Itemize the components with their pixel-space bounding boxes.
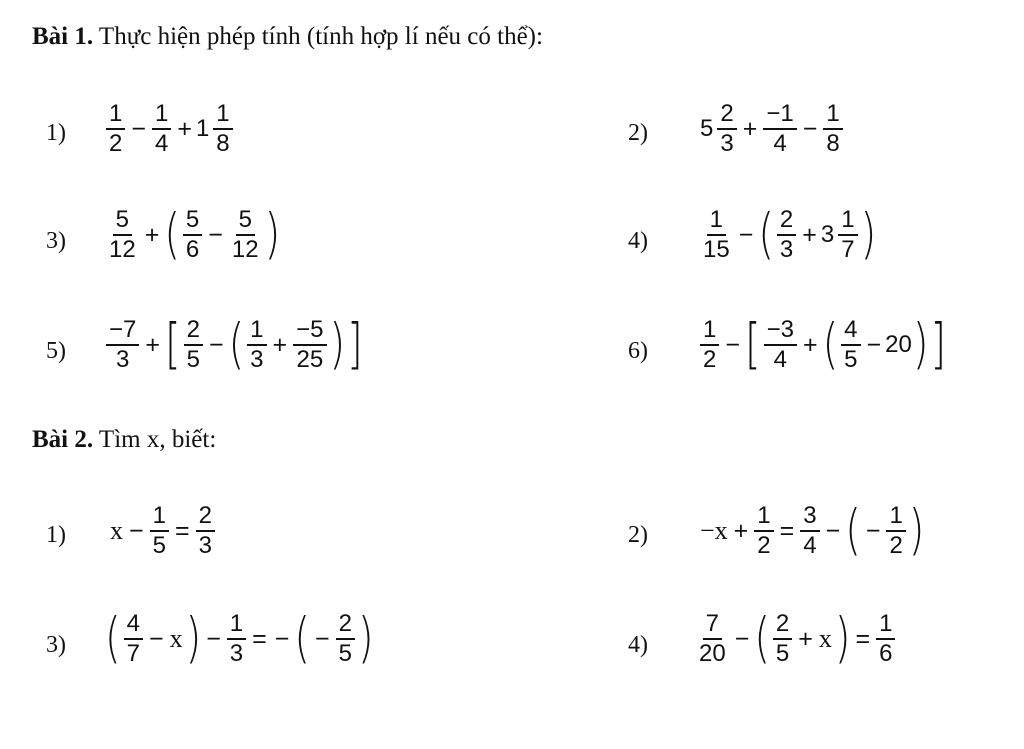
operator: − bbox=[738, 220, 754, 249]
fraction bbox=[124, 610, 143, 668]
fraction bbox=[247, 316, 266, 374]
right-paren: ) bbox=[185, 607, 202, 671]
fraction bbox=[336, 610, 355, 668]
operator: + bbox=[798, 624, 813, 653]
bai1-item1-expression bbox=[104, 100, 235, 158]
fraction bbox=[800, 502, 819, 560]
numerator: 1 bbox=[754, 502, 773, 532]
right-bracket: ] bbox=[347, 313, 363, 377]
operator: − bbox=[865, 516, 881, 545]
left-paren: ( bbox=[164, 203, 180, 267]
left-paren: ( bbox=[758, 203, 774, 267]
fraction bbox=[152, 100, 171, 158]
operator: − bbox=[734, 624, 750, 653]
bai2-title-bold: Bài 2. bbox=[32, 426, 94, 453]
numerator: 1 bbox=[106, 100, 125, 130]
left-bracket: [ bbox=[164, 313, 181, 377]
numerator: 5 bbox=[113, 206, 132, 236]
denominator: 3 bbox=[229, 640, 244, 667]
fraction bbox=[196, 502, 215, 560]
operator: − bbox=[274, 624, 290, 653]
negative-x: −x bbox=[700, 516, 728, 545]
numerator: 2 bbox=[717, 100, 736, 130]
operator: − bbox=[208, 220, 223, 249]
operator: + bbox=[802, 220, 817, 249]
left-paren: ( bbox=[228, 313, 245, 377]
operator: − bbox=[866, 330, 882, 359]
operator: − bbox=[148, 624, 164, 653]
denominator: 3 bbox=[116, 346, 130, 373]
bai1-heading bbox=[32, 22, 543, 52]
fraction bbox=[184, 316, 203, 374]
fraction bbox=[213, 100, 232, 158]
denominator: 5 bbox=[338, 640, 352, 667]
denominator: 3 bbox=[250, 346, 264, 373]
denominator: 2 bbox=[757, 532, 771, 559]
numerator: 1 bbox=[707, 206, 726, 236]
integer: 20 bbox=[885, 331, 912, 358]
bai2-item4-equation bbox=[694, 607, 897, 671]
left-paren: ( bbox=[822, 313, 839, 377]
whole-part: 3 bbox=[820, 221, 835, 248]
variable-x: x bbox=[110, 516, 123, 545]
bai1-item6-number: 6) bbox=[628, 338, 648, 364]
denominator: 2 bbox=[703, 346, 717, 373]
bai1-item2-number: 2) bbox=[628, 120, 648, 146]
numerator: −3 bbox=[764, 316, 797, 346]
denominator: 5 bbox=[844, 346, 858, 373]
operator: + bbox=[802, 330, 818, 359]
bai1-item3-expression bbox=[104, 203, 281, 267]
operator: + bbox=[272, 330, 288, 359]
denominator: 2 bbox=[109, 130, 123, 157]
fraction bbox=[764, 316, 797, 374]
left-paren: ( bbox=[754, 607, 770, 671]
bai2-item2-number: 2) bbox=[628, 522, 648, 548]
fraction bbox=[700, 206, 733, 264]
numerator: 2 bbox=[773, 610, 792, 640]
bai1-item5-expression bbox=[104, 313, 364, 377]
fraction bbox=[227, 610, 246, 668]
bai1-title-text: Thực hiện phép tính (tính hợp lí nếu có thể): bbox=[93, 23, 543, 50]
fraction bbox=[106, 316, 139, 374]
denominator: 4 bbox=[773, 130, 787, 157]
equals-sign: = bbox=[252, 624, 267, 653]
denominator: 6 bbox=[879, 640, 893, 667]
numerator: 4 bbox=[124, 610, 143, 640]
operator: + bbox=[733, 516, 749, 545]
operator: − bbox=[314, 624, 330, 653]
numerator: 1 bbox=[227, 610, 246, 640]
equals-sign: = bbox=[779, 516, 795, 545]
fraction bbox=[763, 100, 796, 158]
bai1-title-bold: Bài 1. bbox=[32, 23, 94, 50]
denominator: 4 bbox=[803, 532, 817, 559]
fraction bbox=[841, 316, 860, 374]
right-paren: ) bbox=[834, 607, 851, 671]
numerator: 1 bbox=[876, 610, 895, 640]
fraction bbox=[229, 206, 262, 264]
equals-sign: = bbox=[855, 624, 871, 653]
fraction bbox=[150, 502, 169, 560]
variable-x: x bbox=[818, 624, 832, 653]
bai2-item3-number: 3) bbox=[46, 632, 66, 658]
operator: − bbox=[208, 330, 224, 359]
numerator: 5 bbox=[183, 206, 202, 236]
operator: − bbox=[131, 114, 146, 143]
right-paren: ) bbox=[357, 607, 374, 671]
right-paren: ) bbox=[912, 313, 929, 377]
fraction bbox=[838, 206, 857, 264]
denominator: 8 bbox=[826, 130, 840, 157]
fraction bbox=[773, 610, 792, 668]
fraction bbox=[106, 100, 125, 158]
denominator: 5 bbox=[152, 532, 166, 559]
numerator: 7 bbox=[703, 610, 722, 640]
numerator: 1 bbox=[700, 316, 719, 346]
numerator: 1 bbox=[886, 502, 905, 532]
numerator: 3 bbox=[800, 502, 819, 532]
numerator: 2 bbox=[336, 610, 355, 640]
bai2-item2-equation bbox=[698, 499, 925, 563]
equals-sign: = bbox=[174, 516, 190, 545]
bai1-item1-number: 1) bbox=[46, 120, 66, 146]
bai1-item2-expression bbox=[700, 100, 845, 158]
numerator: 4 bbox=[841, 316, 860, 346]
whole-part: 5 bbox=[700, 115, 714, 142]
denominator: 6 bbox=[185, 236, 200, 263]
denominator: 12 bbox=[109, 236, 136, 263]
numerator: 1 bbox=[247, 316, 266, 346]
numerator: 1 bbox=[838, 206, 857, 236]
denominator: 15 bbox=[703, 236, 730, 263]
bai1-item6-expression bbox=[698, 313, 947, 377]
numerator: 2 bbox=[184, 316, 203, 346]
operator: + bbox=[144, 220, 160, 249]
fraction bbox=[293, 316, 326, 374]
left-paren: ( bbox=[105, 607, 121, 671]
right-paren: ) bbox=[264, 203, 281, 267]
left-paren: ( bbox=[294, 607, 310, 671]
right-paren: ) bbox=[908, 499, 925, 563]
denominator: 5 bbox=[186, 346, 200, 373]
bai2-heading bbox=[32, 425, 216, 455]
denominator: 2 bbox=[889, 532, 903, 559]
left-paren: ( bbox=[845, 499, 861, 563]
operator: + bbox=[145, 330, 160, 359]
bai1-item4-expression bbox=[698, 203, 877, 267]
whole-part: 1 bbox=[195, 115, 210, 142]
operator: + bbox=[742, 114, 758, 143]
bai2-item1-equation bbox=[108, 502, 217, 560]
fraction bbox=[106, 206, 139, 264]
bai2-title-text: Tìm x, biết: bbox=[93, 426, 217, 453]
numerator: 2 bbox=[777, 206, 796, 236]
bai1-item5-number: 5) bbox=[46, 338, 66, 364]
bai1-item3-number: 3) bbox=[46, 228, 66, 254]
right-paren: ) bbox=[860, 203, 877, 267]
numerator: 2 bbox=[196, 502, 215, 532]
denominator: 4 bbox=[154, 130, 169, 157]
operator: + bbox=[177, 114, 192, 143]
denominator: 20 bbox=[699, 640, 726, 667]
denominator: 25 bbox=[296, 346, 324, 373]
numerator: 1 bbox=[823, 100, 842, 130]
fraction bbox=[696, 610, 729, 668]
denominator: 4 bbox=[773, 346, 787, 373]
right-paren: ) bbox=[329, 313, 346, 377]
variable-x: x bbox=[169, 624, 183, 653]
numerator: −1 bbox=[763, 100, 796, 130]
fraction bbox=[777, 206, 796, 264]
operator: − bbox=[825, 516, 841, 545]
operator: − bbox=[802, 114, 818, 143]
bai1-item4-number: 4) bbox=[628, 228, 648, 254]
denominator: 3 bbox=[779, 236, 794, 263]
numerator: −5 bbox=[293, 316, 326, 346]
denominator: 3 bbox=[198, 532, 212, 559]
denominator: 12 bbox=[231, 236, 259, 263]
bai2-item4-number: 4) bbox=[628, 632, 648, 658]
denominator: 3 bbox=[720, 130, 734, 157]
denominator: 5 bbox=[775, 640, 790, 667]
numerator: 1 bbox=[152, 100, 171, 130]
bai2-item1-number: 1) bbox=[46, 522, 66, 548]
fraction bbox=[717, 100, 736, 158]
numerator: 1 bbox=[213, 100, 232, 130]
numerator: −7 bbox=[106, 316, 139, 346]
denominator: 7 bbox=[126, 640, 140, 667]
fraction bbox=[183, 206, 202, 264]
numerator: 1 bbox=[150, 502, 169, 532]
right-bracket: ] bbox=[930, 313, 947, 377]
operator: − bbox=[206, 624, 221, 653]
bai2-item3-equation bbox=[104, 607, 375, 671]
fraction bbox=[754, 502, 773, 560]
denominator: 7 bbox=[841, 236, 855, 263]
denominator: 8 bbox=[216, 130, 230, 157]
operator: − bbox=[725, 330, 740, 359]
fraction bbox=[823, 100, 842, 158]
fraction bbox=[886, 502, 905, 560]
operator: − bbox=[129, 516, 144, 545]
fraction bbox=[876, 610, 895, 668]
left-bracket: [ bbox=[744, 313, 761, 377]
fraction bbox=[700, 316, 719, 374]
numerator: 5 bbox=[236, 206, 255, 236]
